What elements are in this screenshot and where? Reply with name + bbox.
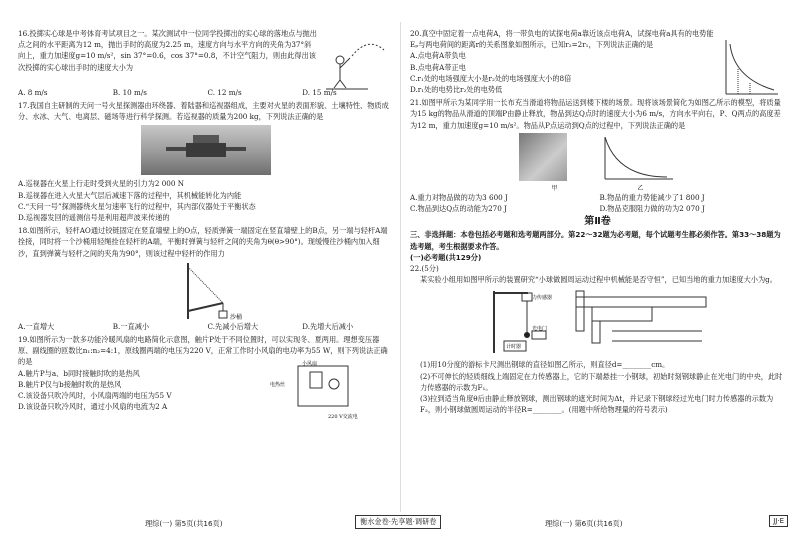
option-a: A. 8 m/s — [18, 87, 48, 97]
question-text: 17.我国自主研制的天问一号火星探测器由环绕器、着陆器和巡视器组成，主要对火星的表面形貌、土壤特性、物质成分、水冰、大气、电离层、磁场等进行科学探测。若巡视器的质量为200 kg，下列说法正确的是 — [18, 101, 389, 122]
option-b: B.物品的重力势能减少了1 800 J — [599, 192, 705, 202]
figure-jia-label: 甲 — [551, 184, 558, 192]
sand-bucket-label: 沙桶 — [230, 313, 243, 321]
option-b: B.巡视器在进入火星大气层后减速下落的过程中，其机械能转化为内能 — [18, 190, 242, 200]
question-text: 20.真空中固定着一点电荷A，将一带负电的试探电荷a靠近该点电荷A，试探电荷a具有的电势能Eₚ与两电荷间的距离r的关系图象如图所示，已知r₂=2r₁，下列说法正确的是 — [410, 29, 714, 50]
option-d: D.r₁处的电势比r₂处的电势低 — [410, 85, 503, 95]
option-d: D.巡视器发回的遥测信号是利用超声波来传递的 — [18, 213, 170, 223]
pendulum-apparatus-figure — [484, 287, 554, 357]
option-b: B. 10 m/s — [112, 87, 147, 97]
question-19 — [18, 334, 393, 420]
option-c: C.物品到达Q点的动能为270 J — [410, 204, 507, 214]
option-d: D.该设备只吹冷风时，通过小风扇的电流为2 A — [18, 402, 168, 412]
center-badge: 衡水金卷·先享题·调研卷 — [355, 515, 441, 529]
vernier-caliper-figure — [572, 287, 712, 357]
option-a: A.触片P与a、b同时接触时吹的是热风 — [18, 368, 140, 378]
option-d: D. 15 m/s — [302, 87, 337, 97]
option-c: C.“天问一号”探测器绕火星匀速率飞行的过程中，其内部仪器处于平衡状态 — [18, 201, 256, 211]
timer-label: 计时器 — [505, 344, 521, 351]
option-a: A.一直增大 — [18, 321, 55, 331]
option-d: D.物品克服阻力做的功为2 070 J — [599, 204, 705, 214]
question-text: 16.投掷实心球是中考体育考试项目之一。某次测试中一位同学投掷出的实心球的落地点与抛出点之间的水平距离为12 m，抛出手时的高度为2.25 m，速度方向与水平方向的夹角为37°斜向上，重力加速度g=10 m/s²，sin 37°=0.6，cos 37°=0.8，不计空气阻力，则由此得出该次投掷的实心球出手时的速度大小为 — [18, 29, 317, 72]
question-text: 19.如图所示为一款多功能冷暖风扇的电路简化示意图，触片P处于不同位置时，可以实现冬、夏两用。理想变压器原、副线圈的匝数比n₁:n₂=4:1，原线圈两端的电压为220 V，正常工作时小风扇的电功率为55 W，则下列说法正确的是 — [18, 335, 388, 367]
question-22 — [410, 263, 785, 415]
potential-energy-graph — [720, 38, 780, 100]
option-c: C.先减小后增大 — [207, 321, 259, 331]
right-page-footer: 理综(一) 第6页(共16页) — [545, 519, 623, 528]
subsection-title: (一)必考题(共129分) — [410, 252, 482, 262]
subquestion-3: (3)拉到适当角度θ后由静止释放钢球，测出钢球的遮光时间为Δt，并记录下钢球经过光电门时力传感器的示数为F₂，则小钢球做圆周运动的半径R=________。(用题中所给物理量的符号表示) — [420, 394, 774, 415]
fan-label: 小风扇 — [302, 360, 318, 367]
question-16 — [18, 28, 393, 98]
option-b: B.一直减小 — [112, 321, 150, 331]
option-c: C.r₁处的电场强度大小是r₂处的电场强度大小的8倍 — [410, 73, 572, 83]
question-text: 18.如图所示，轻杆AO通过铰链固定在竖直墙壁上的O点，轻质弹簧一端固定在竖直墙壁上的B点，另一端与轻杆A端拴接，同时将一个沙桶用轻绳拴在轻杆的A端，平衡时弹簧与轻杆之间的夹角为θ(θ>90°)。现缓慢往沙桶内加入细沙，直到弹簧与轻杆之间的夹角为90°，则该过程中轻杆的作用力 — [18, 226, 388, 258]
slide-photo — [519, 133, 567, 181]
slide-model-figure — [597, 133, 677, 183]
question-17 — [18, 100, 393, 223]
question-head: 22.(5分) — [410, 264, 439, 274]
question-18 — [18, 225, 393, 332]
figure-yi-label: 乙 — [637, 184, 644, 192]
subquestion-1: (1)用10分度的游标卡尺测出钢球的直径如图乙所示，则直径d=________cm。 — [420, 360, 670, 370]
instructions: 三、非选择题：本卷包括必考题和选考题两部分。第22～32题为必考题，每个试题考生都必须作答。第33～38题为选考题，考生根据要求作答。 — [410, 230, 781, 251]
option-a: A.重力对物品做的功为3 600 J — [410, 192, 508, 202]
option-b: B.点电荷A带正电 — [410, 62, 466, 72]
option-b: B.触片P仅与b接触时吹的是热风 — [18, 379, 122, 389]
option-c: C.该设备只吹冷风时，小风扇两端的电压为55 V — [18, 391, 172, 401]
force-sensor-label: 力传感器 — [531, 295, 552, 302]
rod-spring-figure — [18, 259, 393, 321]
left-page-footer: 理综(一) 第5页(共16页) — [145, 519, 223, 528]
corner-code: JJ·E — [769, 515, 788, 527]
right-column — [410, 28, 785, 417]
option-c: C. 12 m/s — [207, 87, 242, 97]
thrower-figure — [318, 30, 388, 90]
question-text: 21.如图甲所示为某同学用一长布充当滑道将物品运送到楼下楼的场景。现将该场景简化为如图乙所示的模型，将质量为15 kg的物品从滑道的顶端P由静止释放，物品到达Q点时的速度大小为6 m/s，方向水平向右，P、Q两点的高度差为12 m，重力加速度g=10 m/s²。物品从P点运动到Q点的过程中，下列说法正确的是 — [410, 98, 781, 130]
option-a: A.巡视器在火星上行走时受到火星的引力为2 000 N — [18, 179, 185, 189]
option-d: D.先增大后减小 — [302, 321, 354, 331]
photogate-label: 光电门 — [531, 326, 547, 333]
section-title: 第Ⅱ卷 — [584, 216, 611, 228]
question-20 — [410, 28, 785, 95]
fan-circuit-figure — [268, 360, 388, 422]
ac-label: 220 V交流电 — [328, 413, 358, 420]
left-column — [18, 28, 393, 420]
question-21 — [410, 97, 785, 214]
option-a: A.点电荷A带负电 — [410, 51, 466, 61]
subquestion-2: (2)不可伸长的轻质细线上端固定在力传感器上，它的下端悬挂一小钢球，初始时刻钢球静止在光电门的中央，此时力传感器的示数为F₁。 — [420, 371, 783, 392]
column-divider — [400, 22, 401, 512]
heater-label: 电热丝 — [270, 381, 286, 388]
question-text: 某实验小组用如图甲所示的装置研究“小球做圆周运动过程中机械能是否守恒”，已知当地的重力加速度大小为g。 — [420, 275, 777, 285]
mars-rover-photo — [141, 125, 271, 175]
